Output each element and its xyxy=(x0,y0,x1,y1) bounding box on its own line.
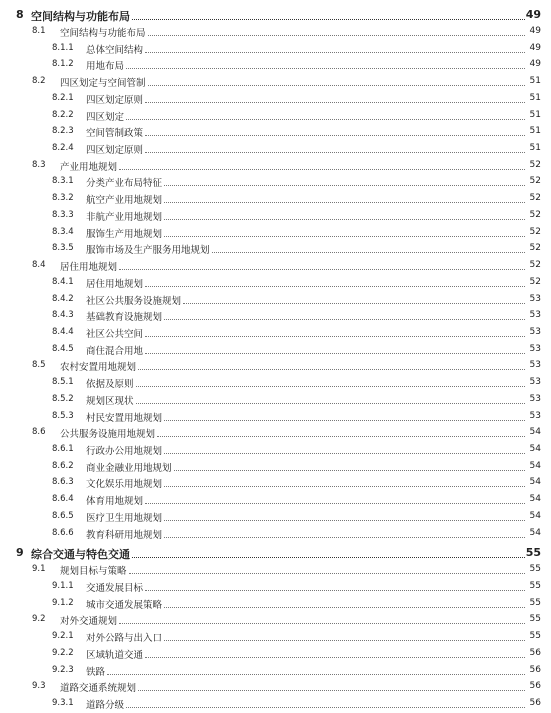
toc-subsection-entry[interactable] xyxy=(0,375,551,392)
toc-page-number: 54 xyxy=(529,477,541,488)
toc-subsection-entry[interactable] xyxy=(0,241,551,258)
toc-entry-title: 基础教育设施规划 xyxy=(86,312,163,324)
toc-page-number: 54 xyxy=(529,510,541,521)
toc-subsection-entry[interactable] xyxy=(0,646,551,663)
toc-subsection-entry[interactable] xyxy=(0,579,551,596)
toc-subsection-entry[interactable] xyxy=(0,342,551,359)
toc-entry-number: 8.2.4 xyxy=(52,143,74,154)
toc-dot-leader xyxy=(126,119,525,120)
toc-dot-leader xyxy=(164,640,525,641)
toc-page-number: 49 xyxy=(529,42,541,53)
toc-page-number: 56 xyxy=(529,698,541,709)
toc-page-number: 55 xyxy=(529,581,541,591)
toc-subsection-entry[interactable] xyxy=(0,392,551,409)
toc-subsection-entry[interactable] xyxy=(0,191,551,208)
toc-subsection-entry[interactable] xyxy=(0,124,551,141)
toc-subsection-entry[interactable] xyxy=(0,696,551,713)
toc-entry-title: 四区划定 xyxy=(86,111,125,123)
toc-subsection-entry[interactable] xyxy=(0,509,551,526)
toc-dot-leader xyxy=(148,35,525,36)
toc-entry-number: 8.5.1 xyxy=(52,377,74,388)
toc-entry-number: 8.6.3 xyxy=(52,477,74,488)
toc-page-number: 52 xyxy=(529,176,541,187)
toc-entry-number: 8.2 xyxy=(32,76,46,87)
toc-page-number: 51 xyxy=(529,109,541,120)
toc-page-number: 54 xyxy=(529,494,541,505)
toc-subsection-entry[interactable] xyxy=(0,596,551,613)
toc-dot-leader xyxy=(145,286,525,287)
toc-section-entry[interactable] xyxy=(0,74,551,91)
toc-dot-leader xyxy=(145,52,525,53)
toc-entry-title: 对外交通规划 xyxy=(60,616,118,628)
toc-entry-number: 9.3.1 xyxy=(52,698,74,709)
toc-dot-leader xyxy=(164,453,525,454)
toc-page-number: 55 xyxy=(529,631,541,642)
toc-page-number: 52 xyxy=(529,276,541,287)
toc-subsection-entry[interactable] xyxy=(0,174,551,191)
toc-page-number: 51 xyxy=(529,126,541,137)
toc-entry-title: 规划区现状 xyxy=(86,395,134,407)
toc-entry-number: 8.1 xyxy=(32,26,46,36)
toc-page-number: 53 xyxy=(529,377,541,388)
toc-page-number: 49 xyxy=(525,8,541,21)
toc-page-number: 56 xyxy=(529,664,541,675)
toc-dot-leader xyxy=(148,85,525,86)
toc-entry-number: 9.2.3 xyxy=(52,664,74,675)
toc-chapter-entry[interactable] xyxy=(0,542,551,562)
toc-entry-title: 分类产业布局特征 xyxy=(86,178,163,190)
toc-entry-number: 8.6 xyxy=(32,427,46,438)
toc-dot-leader xyxy=(164,420,525,421)
toc-entry-title: 四区划定原则 xyxy=(86,145,144,157)
toc-section-entry[interactable] xyxy=(0,24,551,41)
toc-section-entry[interactable] xyxy=(0,612,551,629)
toc-page-number: 54 xyxy=(529,427,541,438)
toc-subsection-entry[interactable] xyxy=(0,663,551,680)
toc-subsection-entry[interactable] xyxy=(0,526,551,543)
toc-entry-title: 区域轨道交通 xyxy=(86,649,144,661)
toc-entry-number: 8.4 xyxy=(32,260,46,271)
toc-subsection-entry[interactable] xyxy=(0,275,551,292)
toc-subsection-entry[interactable] xyxy=(0,108,551,125)
toc-entry-title: 体育用地规划 xyxy=(86,496,144,508)
toc-entry-title: 空间结构与功能布局 xyxy=(31,10,130,23)
toc-entry-number: 8.1.1 xyxy=(52,42,74,53)
toc-subsection-entry[interactable] xyxy=(0,409,551,426)
toc-entry-title: 医疗卫生用地规划 xyxy=(86,512,163,524)
toc-entry-title: 服饰市场及生产服务用地规划 xyxy=(86,245,210,257)
toc-dot-leader xyxy=(129,573,525,574)
toc-entry-number: 8.4.4 xyxy=(52,326,74,337)
toc-page-number: 56 xyxy=(529,647,541,658)
toc-entry-title: 交通发展目标 xyxy=(86,583,144,594)
toc-entry-title: 城市交通发展策略 xyxy=(86,599,163,611)
toc-subsection-entry[interactable] xyxy=(0,208,551,225)
toc-section-entry[interactable] xyxy=(0,358,551,375)
toc-dot-leader xyxy=(157,436,525,437)
toc-subsection-entry[interactable] xyxy=(0,492,551,509)
toc-page-number: 53 xyxy=(529,410,541,421)
toc-dot-leader xyxy=(145,102,525,103)
toc-entry-title: 商住混合用地 xyxy=(86,345,144,357)
toc-entry-title: 居住用地规划 xyxy=(86,278,144,290)
toc-entry-title: 社区公共空间 xyxy=(86,328,144,340)
toc-dot-leader xyxy=(136,386,525,387)
toc-entry-number: 9.1.2 xyxy=(52,597,74,608)
toc-page-number: 52 xyxy=(529,159,541,170)
toc-page-number: 51 xyxy=(529,143,541,154)
toc-entry-title: 航空产业用地规划 xyxy=(86,195,163,207)
toc-page-number: 52 xyxy=(529,226,541,237)
toc-subsection-entry[interactable] xyxy=(0,57,551,74)
toc-subsection-entry[interactable] xyxy=(0,41,551,58)
toc-dot-leader xyxy=(138,369,525,370)
toc-dot-leader xyxy=(119,623,525,624)
toc-entry-number: 8.6.6 xyxy=(52,527,74,538)
toc-page-number: 49 xyxy=(529,59,541,70)
toc-entry-title: 空间结构与功能布局 xyxy=(60,28,146,39)
toc-page-number: 53 xyxy=(529,393,541,404)
toc-dot-leader xyxy=(107,674,525,675)
toc-dot-leader xyxy=(138,690,525,691)
toc-subsection-entry[interactable] xyxy=(0,325,551,342)
toc-page-number: 53 xyxy=(529,326,541,337)
toc-page-number: 55 xyxy=(529,564,541,575)
toc-dot-leader xyxy=(164,202,525,203)
toc-subsection-entry[interactable] xyxy=(0,292,551,309)
toc-entry-number: 9 xyxy=(16,546,24,560)
toc-entry-title: 非航产业用地规划 xyxy=(86,211,163,223)
toc-page-number: 53 xyxy=(529,310,541,321)
toc-entry-number: 8.3.3 xyxy=(52,209,74,220)
toc-dot-leader xyxy=(174,470,525,471)
toc-entry-number: 8.3 xyxy=(32,159,46,170)
toc-section-entry[interactable] xyxy=(0,258,551,275)
toc-entry-title: 村民安置用地规划 xyxy=(86,412,163,424)
toc-entry-number: 8.4.2 xyxy=(52,293,74,304)
toc-entry-number: 8.1.2 xyxy=(52,59,74,70)
toc-dot-leader xyxy=(145,135,525,136)
toc-dot-leader xyxy=(145,503,525,504)
toc-subsection-entry[interactable] xyxy=(0,629,551,646)
toc-subsection-entry[interactable] xyxy=(0,442,551,459)
toc-entry-number: 9.2.2 xyxy=(52,647,74,658)
toc-entry-title: 产业用地规划 xyxy=(60,161,118,173)
toc-dot-leader xyxy=(119,269,525,270)
toc-entry-number: 8.3.5 xyxy=(52,243,74,254)
toc-section-entry[interactable] xyxy=(0,158,551,175)
toc-dot-leader xyxy=(183,303,525,304)
toc-entry-title: 农村安置用地规划 xyxy=(60,362,137,374)
toc-dot-leader xyxy=(145,152,525,153)
toc-dot-leader xyxy=(126,68,525,69)
toc-subsection-entry[interactable] xyxy=(0,459,551,476)
toc-dot-leader xyxy=(164,486,525,487)
toc-entry-number: 8.4.5 xyxy=(52,343,74,354)
toc-page-number: 55 xyxy=(525,546,541,560)
toc-entry-number: 8.5 xyxy=(32,360,46,371)
toc-dot-leader xyxy=(119,169,525,170)
toc-page-number: 54 xyxy=(529,460,541,471)
toc-entry-number: 9.2.1 xyxy=(52,631,74,642)
toc-page-number: 52 xyxy=(529,209,541,220)
toc-entry-title: 服饰生产用地规划 xyxy=(86,228,163,240)
toc-entry-number: 9.1.1 xyxy=(52,581,74,591)
toc-dot-leader xyxy=(145,353,525,354)
table-of-contents xyxy=(0,4,551,713)
toc-entry-title: 四区划定与空间管制 xyxy=(60,78,146,90)
toc-dot-leader xyxy=(136,403,525,404)
toc-subsection-entry[interactable] xyxy=(0,308,551,325)
toc-page-number: 51 xyxy=(529,76,541,87)
toc-entry-number: 9.2 xyxy=(32,614,46,625)
toc-dot-leader xyxy=(145,657,525,658)
toc-entry-number: 8.6.2 xyxy=(52,460,74,471)
toc-page-number: 52 xyxy=(529,243,541,254)
toc-entry-title: 依据及原则 xyxy=(86,379,134,391)
toc-entry-number: 8.2.1 xyxy=(52,92,74,103)
toc-entry-number: 8.3.4 xyxy=(52,226,74,237)
toc-section-entry[interactable] xyxy=(0,679,551,696)
toc-entry-title: 居住用地规划 xyxy=(60,262,118,274)
toc-page-number: 52 xyxy=(529,193,541,204)
toc-page-number: 52 xyxy=(529,260,541,271)
toc-entry-title: 教育科研用地规划 xyxy=(86,529,163,541)
toc-entry-title: 道路交通系统规划 xyxy=(60,683,137,695)
toc-page-number: 56 xyxy=(529,681,541,692)
toc-dot-leader xyxy=(164,607,525,608)
toc-dot-leader xyxy=(132,557,525,558)
toc-entry-title: 综合交通与特色交通 xyxy=(31,548,130,562)
toc-dot-leader xyxy=(126,707,525,708)
toc-entry-number: 8.5.3 xyxy=(52,410,74,421)
toc-entry-title: 总体空间结构 xyxy=(86,44,144,56)
toc-entry-title: 对外公路与出入口 xyxy=(86,633,163,645)
toc-entry-number: 8.3.1 xyxy=(52,176,74,187)
toc-dot-leader xyxy=(132,19,525,20)
toc-dot-leader xyxy=(164,319,525,320)
toc-entry-number: 8.5.2 xyxy=(52,393,74,404)
toc-entry-title: 规划目标与策略 xyxy=(60,566,127,578)
toc-dot-leader xyxy=(164,236,525,237)
toc-entry-title: 四区划定原则 xyxy=(86,94,144,106)
toc-dot-leader xyxy=(164,520,525,521)
toc-entry-title: 社区公共服务设施规划 xyxy=(86,295,182,307)
toc-page-number: 53 xyxy=(529,343,541,354)
toc-page-number: 49 xyxy=(529,26,541,36)
toc-chapter-entry[interactable] xyxy=(0,4,551,24)
toc-entry-number: 9.3 xyxy=(32,681,46,692)
toc-page-number: 55 xyxy=(529,597,541,608)
toc-dot-leader xyxy=(145,336,525,337)
toc-dot-leader xyxy=(145,590,525,591)
toc-entry-title: 商业金融业用地规划 xyxy=(86,462,172,474)
toc-entry-number: 8.6.1 xyxy=(52,443,74,454)
toc-entry-number: 8.4.1 xyxy=(52,276,74,287)
toc-entry-title: 道路分级 xyxy=(86,700,125,712)
toc-entry-number: 8.4.3 xyxy=(52,310,74,321)
toc-entry-title: 公共服务设施用地规划 xyxy=(60,429,156,441)
toc-page-number: 53 xyxy=(529,293,541,304)
toc-page-number: 54 xyxy=(529,443,541,454)
toc-page-number: 55 xyxy=(529,614,541,625)
toc-entry-number: 8.6.4 xyxy=(52,494,74,505)
toc-subsection-entry[interactable] xyxy=(0,225,551,242)
toc-entry-title: 行政办公用地规划 xyxy=(86,445,163,457)
toc-page-number: 53 xyxy=(529,360,541,371)
toc-entry-title: 文化娱乐用地规划 xyxy=(86,479,163,491)
toc-dot-leader xyxy=(164,537,525,538)
toc-section-entry[interactable] xyxy=(0,425,551,442)
toc-entry-number: 8.2.3 xyxy=(52,126,74,137)
toc-entry-number: 8 xyxy=(16,8,24,21)
toc-page-number: 54 xyxy=(529,527,541,538)
toc-dot-leader xyxy=(164,219,525,220)
toc-subsection-entry[interactable] xyxy=(0,475,551,492)
toc-entry-number: 8.2.2 xyxy=(52,109,74,120)
toc-entry-title: 铁路 xyxy=(86,666,106,678)
toc-entry-number: 8.3.2 xyxy=(52,193,74,204)
toc-entry-number: 9.1 xyxy=(32,564,46,575)
toc-entry-title: 用地布局 xyxy=(86,61,125,73)
toc-dot-leader xyxy=(212,252,525,253)
toc-page-number: 51 xyxy=(529,92,541,103)
toc-section-entry[interactable] xyxy=(0,562,551,579)
toc-subsection-entry[interactable] xyxy=(0,91,551,108)
toc-entry-title: 空间管制政策 xyxy=(86,128,144,140)
toc-subsection-entry[interactable] xyxy=(0,141,551,158)
toc-entry-number: 8.6.5 xyxy=(52,510,74,521)
toc-dot-leader xyxy=(164,185,525,186)
